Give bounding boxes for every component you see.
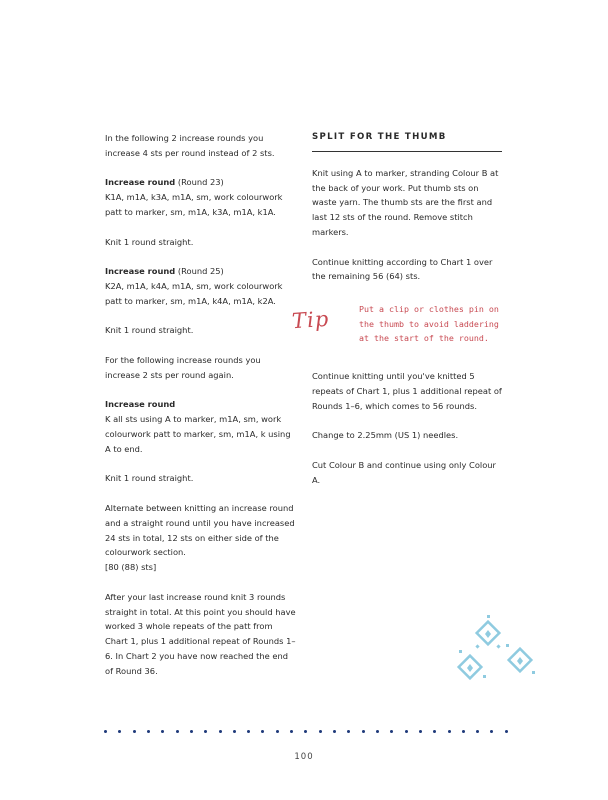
needles-paragraph: Change to 2.25mm (US 1) needles.: [312, 430, 459, 441]
divider-dot: [333, 730, 336, 733]
section-heading: SPLIT FOR THE THUMB: [312, 128, 502, 152]
tip-callout: [292, 302, 522, 352]
divider-dot: [204, 730, 207, 733]
divider-dot: [462, 730, 465, 733]
increase-round-generic: [105, 397, 297, 456]
split-paragraph-1: Knit using A to marker, stranding Colour B at the back of your work. Put thumb sts on waste yarn. The thumb sts are the first and last 12 sts of the round. Remove stitch markers.: [312, 167, 499, 237]
round-ref: (Round 23): [175, 177, 224, 188]
divider-dot: [390, 730, 393, 733]
divider-dot: [433, 730, 436, 733]
increase-round-23: [105, 175, 297, 219]
divider-dot: [147, 730, 150, 733]
left-column: [105, 131, 297, 693]
continue-paragraph: Continue knitting until you've knitted 5 repeats of Chart 1, plus 1 additional repeat of Rounds 1–6, which comes to 56 rounds.: [312, 371, 502, 411]
knit-straight-1: Knit 1 round straight.: [105, 236, 194, 247]
divider-dot: [405, 730, 408, 733]
tip-line: the thumb to avoid laddering: [359, 318, 499, 329]
divider-dot: [161, 730, 164, 733]
instruction-text: K all sts using A to marker, m1A, sm, work colourwork patt to marker, sm, m1A, k using A to end.: [105, 414, 291, 454]
divider-dot: [319, 730, 322, 733]
instruction-text: K1A, m1A, k3A, m1A, sm, work colourwork patt to marker, sm, m1A, k3A, m1A, k1A.: [105, 192, 283, 217]
last-increase-paragraph: After your last increase round knit 3 rounds straight in total. At this point you should have worked 3 whole repeats of the patt from Chart 1, plus 1 additional repeat of Rounds 1–6. In Chart 2 you have now reached the end of Round 36.: [105, 591, 296, 676]
cut-colour-paragraph: Cut Colour B and continue using only Colour A.: [312, 459, 496, 485]
divider-dot: [219, 730, 222, 733]
diamond-motif-icon: [450, 615, 540, 695]
intro-paragraph: In the following 2 increase rounds you increase 4 sts per round instead of 2 sts.: [105, 133, 275, 158]
divider-dot: [233, 730, 236, 733]
divider-dot: [118, 730, 121, 733]
divider-dot: [362, 730, 365, 733]
divider-dot: [476, 730, 479, 733]
increase-round-label: Increase round: [105, 177, 176, 188]
split-paragraph-2: Continue knitting according to Chart 1 over the remaining 56 (64) sts.: [312, 256, 493, 282]
increase-round-label: Increase round: [105, 399, 176, 410]
divider-dot: [304, 730, 307, 733]
dotted-divider: [104, 728, 508, 734]
page-number: 100: [294, 752, 314, 762]
divider-dot: [448, 730, 451, 733]
tip-text: [359, 302, 519, 346]
knit-straight-3: Knit 1 round straight.: [105, 473, 194, 484]
instruction-text: K2A, m1A, k4A, m1A, sm, work colourwork patt to marker, sm, m1A, k4A, m1A, k2A.: [105, 280, 283, 306]
knit-straight-2: Knit 1 round straight.: [105, 325, 194, 336]
divider-dot: [190, 730, 193, 733]
alternate-text: Alternate between knitting an increase round and a straight round until you have increased 24 sts in total, 12 sts on either side of the colourwork section.: [105, 502, 295, 558]
divider-dot: [490, 730, 493, 733]
stitch-count: [80 (88) sts]: [105, 562, 157, 573]
divider-dot: [376, 730, 379, 733]
tip-label: Tip: [291, 306, 330, 334]
divider-dot: [104, 730, 107, 733]
divider-dot: [276, 730, 279, 733]
tip-line: Put a clip or clothes pin on: [359, 304, 499, 314]
round-ref: (Round 25): [175, 266, 224, 277]
right-column-continued: [312, 369, 502, 502]
divider-dot: [133, 730, 136, 733]
increase-round-label: Increase round: [105, 266, 176, 277]
divider-dot: [347, 730, 350, 733]
divider-dot: [290, 730, 293, 733]
alternate-paragraph: [105, 501, 297, 575]
divider-dot: [176, 730, 179, 733]
divider-dot: [419, 730, 422, 733]
divider-dot: [505, 730, 508, 733]
right-column: [312, 128, 502, 299]
increase-round-25: [105, 264, 297, 308]
tip-line: at the start of the round.: [359, 333, 489, 343]
divider-dot: [261, 730, 264, 733]
following-paragraph: For the following increase rounds you increase 2 sts per round again.: [105, 354, 261, 380]
divider-dot: [247, 730, 250, 733]
